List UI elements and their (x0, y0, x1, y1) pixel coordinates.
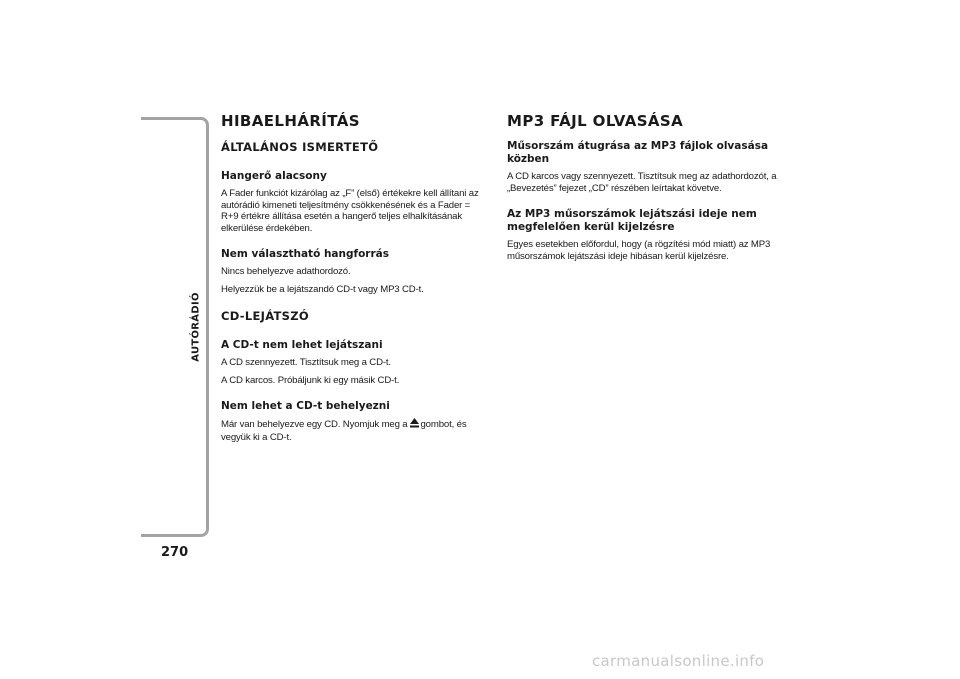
faq-item (221, 248, 489, 295)
faq-text: Egyes esetekben előfordul, hogy (a rögzítési mód miatt) az MP3 műsorszámok lejátszási ideje hibásan kerül kijelzésre. (507, 239, 771, 262)
faq-title: Nem lehet a CD-t behelyezni (221, 400, 390, 412)
section-title-mp3: MP3 FÁJL OLVASÁSA (507, 112, 684, 130)
faq-title: Nem választható hangforrás (221, 248, 389, 260)
faq-text: A CD karcos vagy szennyezett. Tisztítsuk meg az adathordozót, a „Bevezetés” fejezet „CD” részében leírtakat követve. (507, 171, 777, 194)
faq-title: Az MP3 műsorszámok lejátszási ideje nem megfelelően kerül kijelzésre (507, 208, 757, 233)
page-title: HIBAELHÁRÍTÁS (221, 112, 360, 130)
faq-item (507, 140, 781, 194)
faq-title: Műsorszám átugrása az MP3 fájlok olvasása közben (507, 140, 769, 165)
page-number: 270 (161, 545, 189, 560)
chapter-label: AUTÓRÁDIÓ (190, 292, 202, 362)
section-heading-general: ÁLTALÁNOS ISMERTETŐ (221, 140, 379, 154)
faq-text: Nincs behelyezve adathordozó. (221, 266, 351, 277)
watermark: carmanualsonline.info (592, 652, 765, 670)
section-heading-cd-player: CD-LEJÁTSZÓ (221, 309, 309, 323)
faq-text: A CD szennyezett. Tisztítsuk meg a CD-t. (221, 357, 391, 368)
faq-item (507, 208, 781, 262)
faq-text: A CD karcos. Próbáljunk ki egy másik CD-t. (221, 374, 400, 386)
faq-text: A Fader funkciót kizárólag az „F” (első) értékekre kell állítani az autórádió kimeneti teljesítmény csökkenésének és a Fader = R+9 értékre állítása esetén a hangerő teljes elhalkításának elkerülése érdekében. (221, 188, 479, 234)
faq-text (221, 418, 489, 443)
faq-item (221, 170, 489, 234)
faq-title: Hangerő alacsony (221, 170, 327, 182)
eject-icon (410, 418, 419, 432)
faq-title: A CD-t nem lehet lejátszani (221, 339, 383, 351)
faq-text-part: Már van behelyezve egy CD. Nyomjuk meg a (221, 419, 408, 430)
faq-item (221, 400, 489, 443)
faq-text: Helyezzük be a lejátszandó CD-t vagy MP3 CD-t. (221, 283, 424, 295)
faq-text-part: gombot, és vegyük ki a CD-t. (221, 419, 467, 443)
left-column (221, 112, 489, 457)
right-column (507, 112, 781, 276)
faq-item (221, 339, 489, 386)
